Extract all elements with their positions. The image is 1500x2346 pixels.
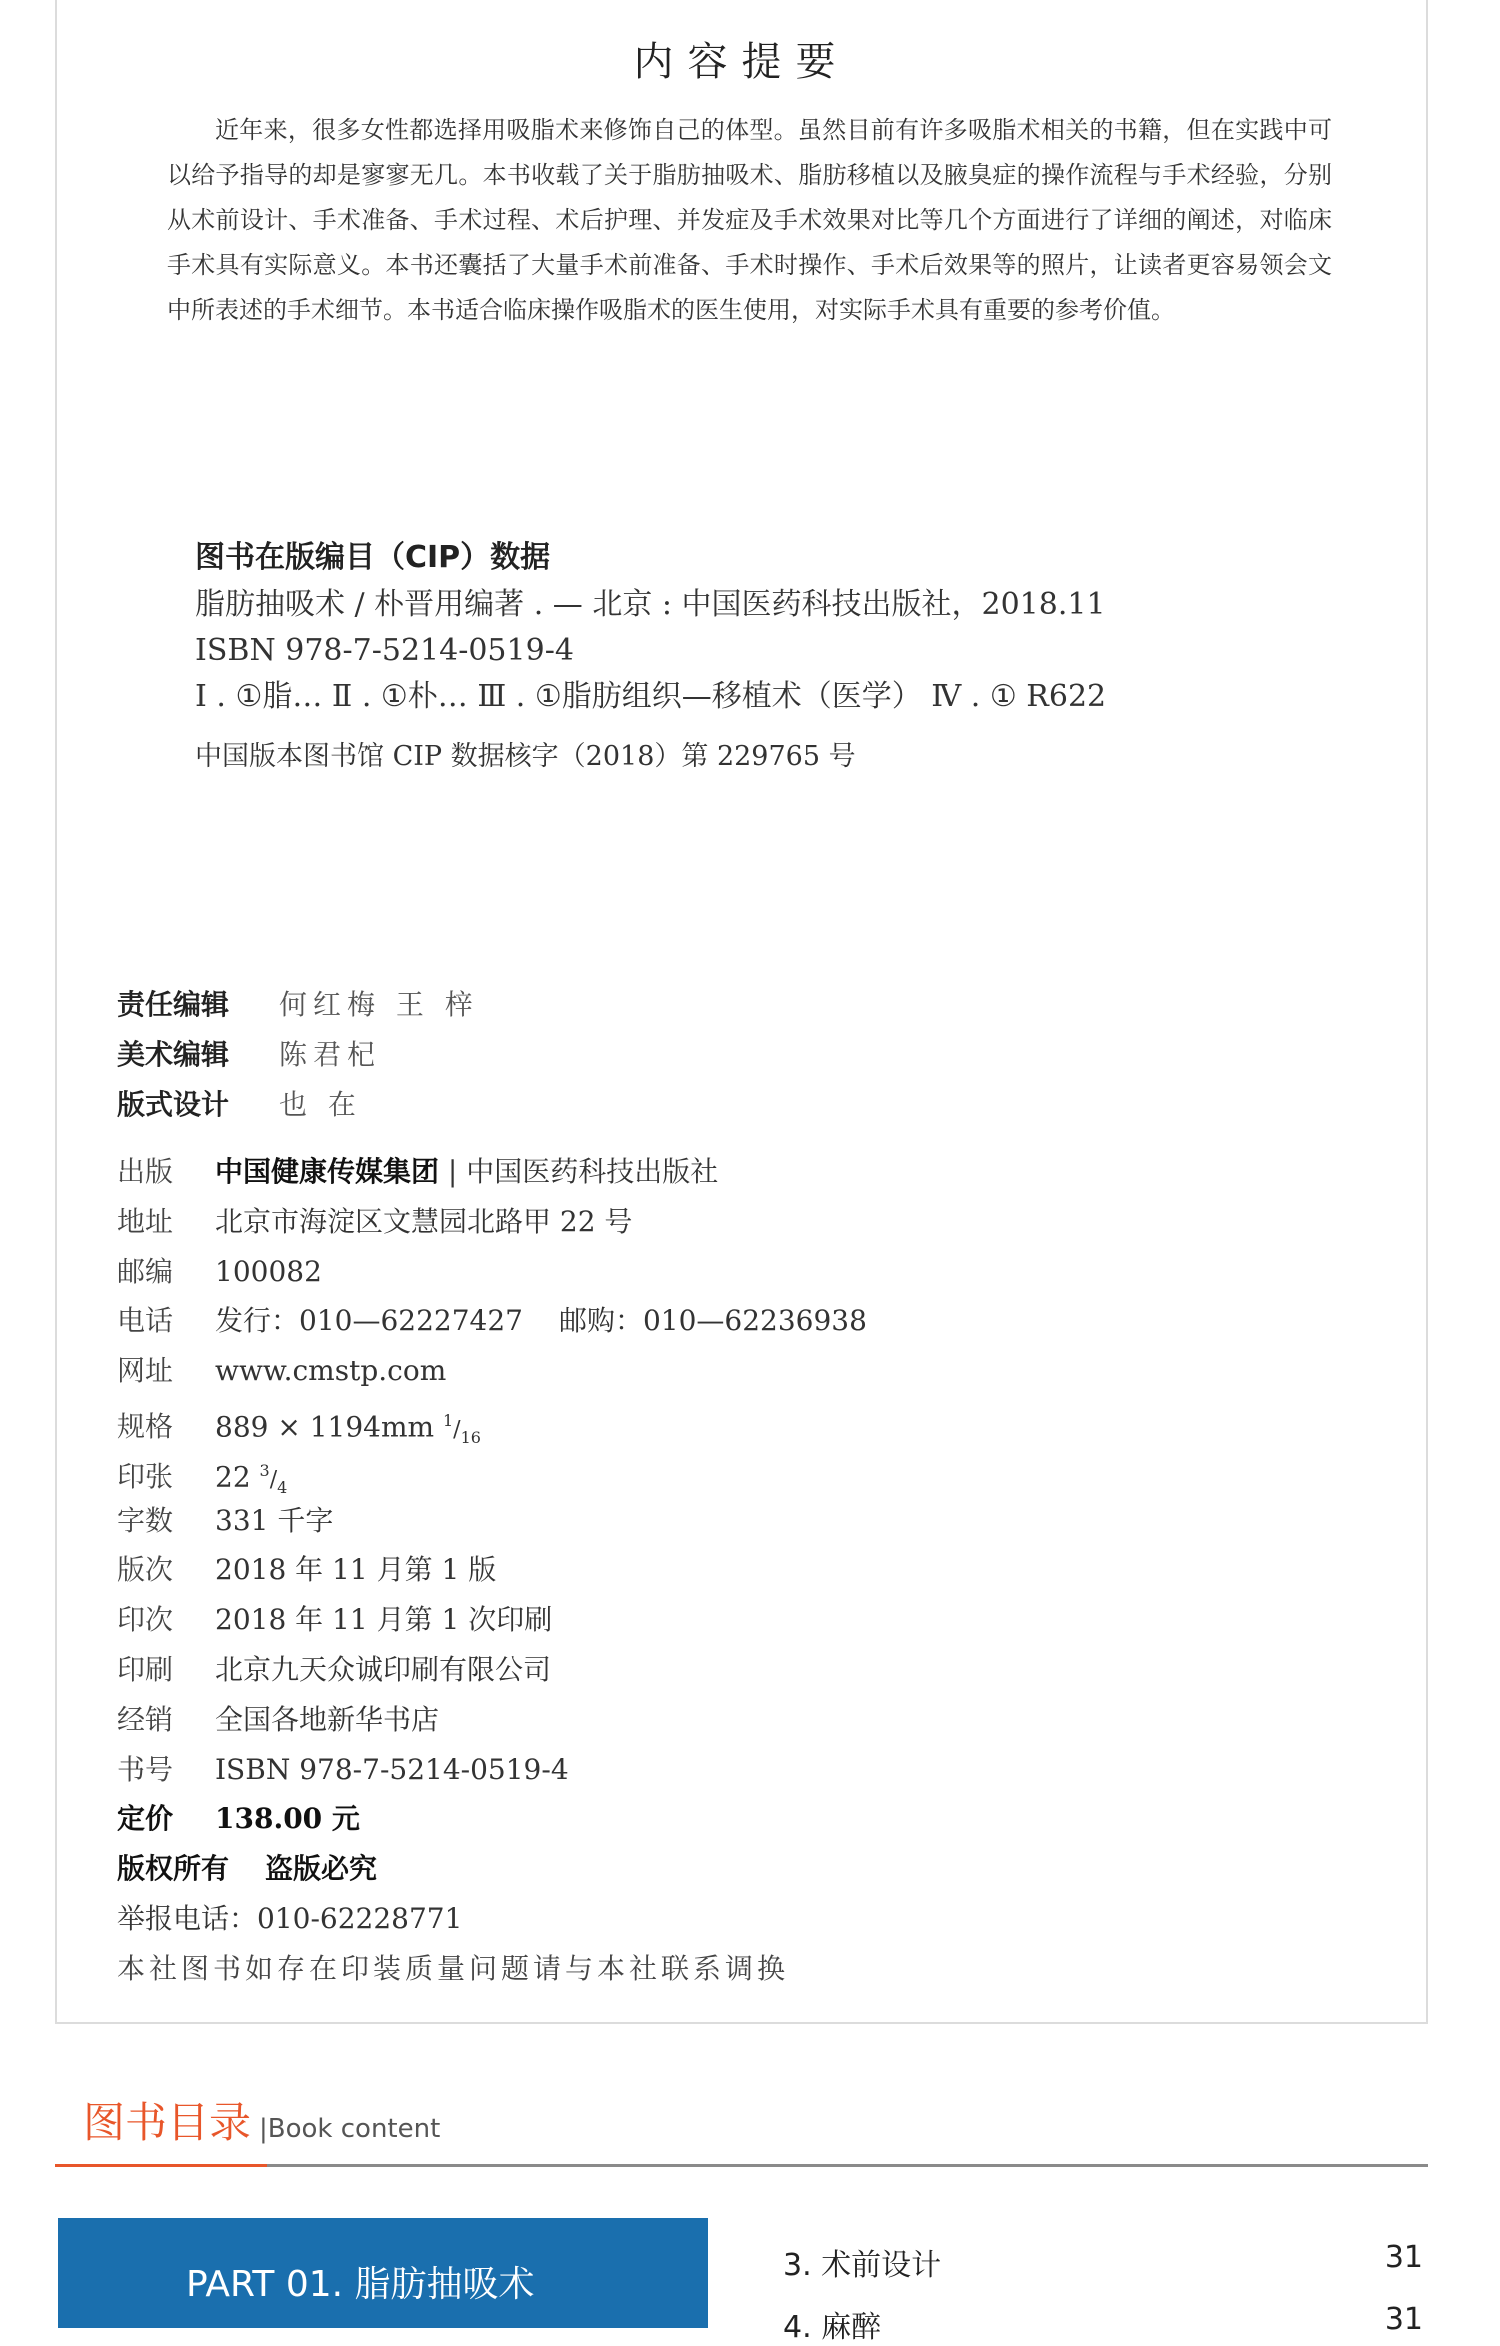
cip-title-line: 脂肪抽吸术 / 朴晋用编著 . — 北京 : 中国医药科技出版社，2018.11 [195, 587, 1106, 622]
copyright-label: 版权所有 [117, 1852, 230, 1886]
publisher-name: 中国医药科技出版社 [466, 1155, 719, 1188]
phone-distribution: 发行：010—62227427 [215, 1304, 523, 1338]
credit-label: 版式设计 [117, 1088, 230, 1121]
cip-isbn-line: ISBN 978-7-5214-0519-4 [195, 633, 574, 668]
summary-text-block [167, 108, 1332, 333]
info-row-spec: 规格 889 × 1194mm $^1/_{16}$ [117, 1396, 867, 1446]
toc-item-page: 31 [1384, 2302, 1423, 2337]
toc-title-en: Book content [267, 2114, 441, 2144]
credit-value: 陈君杞 [279, 1038, 382, 1071]
info-row-postcode [117, 1247, 867, 1297]
credit-row-art-editor [117, 1030, 479, 1080]
info-row-printer [117, 1645, 867, 1695]
info-label: 经销 [117, 1702, 174, 1736]
cip-classification-line: Ⅰ . ①脂… Ⅱ . ①朴… Ⅲ . ①脂肪组织—移植术（医学） Ⅳ . ① R622 [195, 679, 1107, 714]
part-banner [58, 2218, 708, 2328]
quality-notice: 本社图书如存在印装质量问题请与本社联系调换 [117, 1951, 790, 1985]
info-row-address [117, 1197, 867, 1247]
info-value: ISBN 978-7-5214-0519-4 [215, 1752, 569, 1786]
info-row-phone [117, 1296, 867, 1346]
info-label: 印次 [117, 1603, 174, 1637]
report-label: 举报电话： [117, 1901, 258, 1935]
toc-header [83, 2090, 440, 2150]
publication-info [117, 1147, 867, 1994]
info-value: 2018 年 11 月第 1 版 [215, 1553, 497, 1587]
toc-item-label: 3. 术前设计 [783, 2248, 942, 2283]
fraction-numerator: 3 [259, 1460, 270, 1480]
info-label: 定价 [117, 1802, 174, 1836]
info-value: 22 [215, 1460, 251, 1494]
fraction-denominator: 16 [460, 1427, 481, 1447]
info-label: 出版 [117, 1155, 174, 1188]
editor-credits [117, 980, 479, 1130]
info-value: 全国各地新华书店 [215, 1702, 440, 1736]
info-row-sheets: 印张 22 $^3/_4$ [117, 1446, 867, 1496]
info-value: 100082 [215, 1254, 322, 1288]
fraction-numerator: 1 [442, 1410, 454, 1430]
toc-title-separator: | [259, 2114, 268, 2144]
copyright-value: 盗版必究 [265, 1852, 378, 1886]
info-label: 版次 [117, 1553, 174, 1587]
info-label: 网址 [117, 1354, 174, 1388]
cip-block [195, 532, 1375, 773]
credit-value: 何红梅 王 梓 [279, 988, 479, 1021]
toc-item[interactable] [783, 2302, 1423, 2346]
info-row-copyright [117, 1844, 867, 1894]
part-label: PART 01. 脂肪抽吸术 [186, 2264, 535, 2305]
cip-heading: 图书在版编目（CIP）数据 [195, 540, 551, 575]
info-row-edition [117, 1545, 867, 1595]
credit-label: 美术编辑 [117, 1038, 230, 1071]
cip-verify-line: 中国版本图书馆 CIP 数据核字（2018）第 229765 号 [195, 741, 856, 772]
info-label: 字数 [117, 1503, 174, 1537]
toc-item-page: 31 [1384, 2240, 1423, 2275]
credit-value: 也 在 [279, 1088, 362, 1121]
publisher-group: 中国健康传媒集团 [215, 1155, 440, 1188]
toc-divider-accent [55, 2164, 267, 2167]
info-row-printing [117, 1595, 867, 1645]
info-value: 889 × 1194mm [215, 1410, 435, 1444]
credit-row-layout-design [117, 1080, 479, 1130]
credit-row-responsible-editor [117, 980, 479, 1030]
info-row-publisher [117, 1147, 867, 1197]
info-label: 地址 [117, 1204, 174, 1238]
publisher-separator: | [447, 1155, 458, 1188]
price-value: 138.00 元 [215, 1802, 360, 1836]
toc-item-label: 4. 麻醉 [783, 2310, 882, 2345]
info-row-book-number [117, 1745, 867, 1795]
toc-item[interactable] [783, 2240, 1423, 2284]
toc-title: 图书目录 [83, 2098, 252, 2147]
info-value: 北京九天众诚印刷有限公司 [215, 1652, 552, 1686]
info-label: 电话 [117, 1304, 174, 1338]
info-label: 印刷 [117, 1652, 174, 1686]
info-row-price [117, 1794, 867, 1844]
info-value: 331 千字 [215, 1503, 334, 1537]
info-label: 书号 [117, 1752, 174, 1786]
info-row-distributor [117, 1695, 867, 1745]
info-row-website [117, 1346, 867, 1396]
info-value: 北京市海淀区文慧园北路甲 22 号 [215, 1204, 633, 1238]
fraction-denominator: 4 [277, 1477, 288, 1497]
credit-label: 责任编辑 [117, 988, 230, 1021]
info-value: www.cmstp.com [215, 1354, 447, 1388]
info-value: 2018 年 11 月第 1 次印刷 [215, 1603, 553, 1637]
info-label: 规格 [117, 1410, 174, 1444]
summary-paragraph: 近年来，很多女性都选择用吸脂术来修饰自己的体型。虽然目前有许多吸脂术相关的书籍，但在实践中可以给予指导的却是寥寥无几。本书收载了关于脂肪抽吸术、脂肪移植以及腋臭症的操作流程与手术经验，分别从术前设计、手术准备、手术过程、术后护理、并发症及手术效果对比等几个方面进行了详细的阐述，对临床手术具有实际意义。本书还囊括了大量手术前准备、手术时操作、手术后效果等的照片，让读者更容易领会文中所表述的手术细节。本书适合临床操作吸脂术的医生使用，对实际手术具有重要的参考价值。 [167, 116, 1332, 324]
info-row-report [117, 1894, 867, 1944]
report-phone: 010-62228771 [257, 1901, 463, 1935]
phone-mail-order: 邮购：010—62236938 [558, 1304, 867, 1338]
info-label: 印张 [117, 1460, 174, 1494]
info-row-words [117, 1496, 867, 1546]
summary-title: 内容提要 [633, 39, 850, 85]
info-label: 邮编 [117, 1254, 174, 1288]
